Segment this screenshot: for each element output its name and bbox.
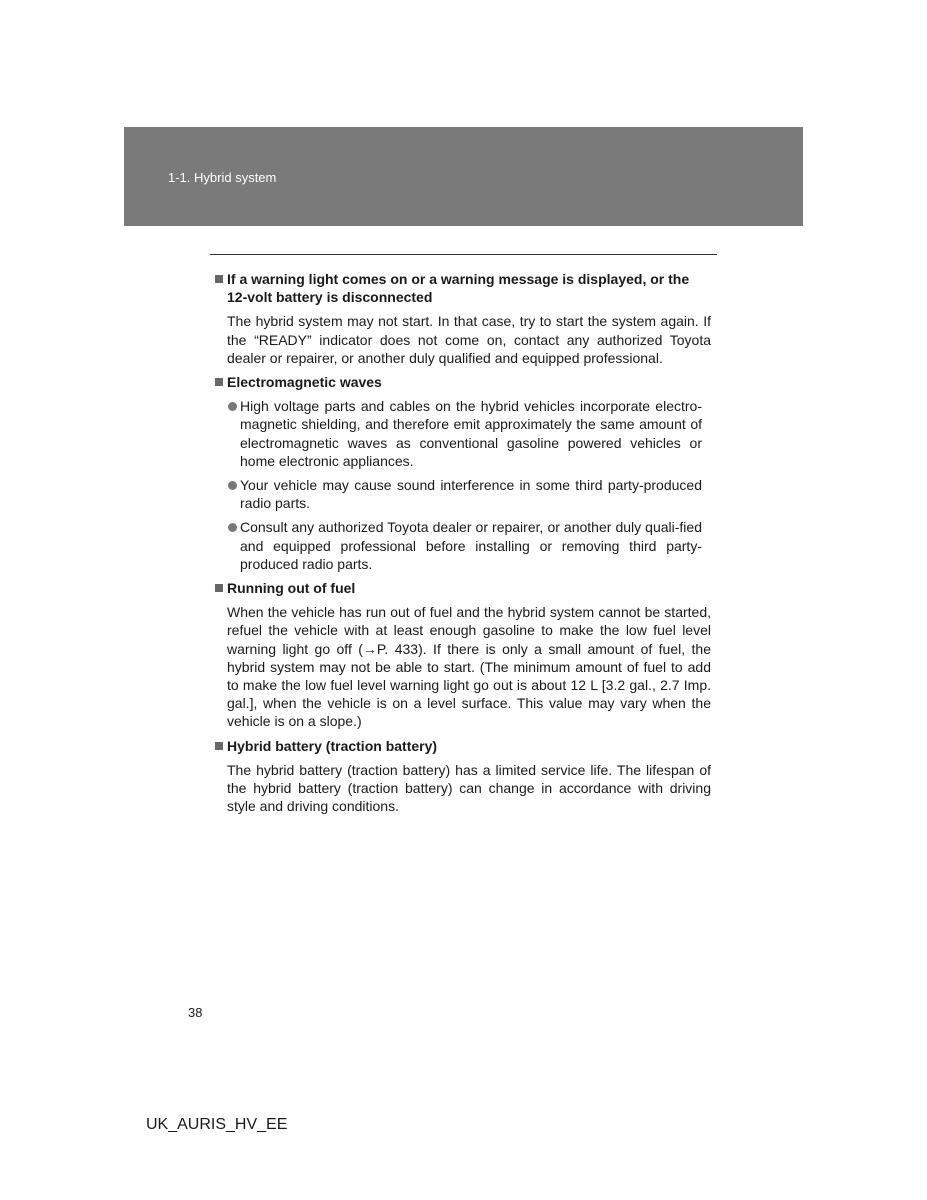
section-body: The hybrid system may not start. In that case, try to start the system again. If the “READY” indicator does not come on, contact any authorized Toyota dealer or repairer, or another duly qualified and equipped professional. (227, 313, 711, 366)
section-body: The hybrid battery (traction battery) has a limited service life. The lifespan of the hybrid battery (traction battery) can change in accordance with driving style and driving conditions. (227, 761, 711, 815)
circle-bullet-icon (228, 523, 237, 532)
heading-text: Hybrid battery (traction battery) (227, 737, 438, 754)
list-item-text: Consult any authorized Toyota dealer or repairer, or another duly quali-fied and equipped professional before installing or removing third party-produced radio parts. (240, 519, 702, 572)
heading-text: Running out of fuel (227, 580, 356, 597)
list-item (240, 476, 711, 512)
list-item (240, 518, 711, 573)
section-header-band (124, 127, 803, 226)
document-code: UK_AURIS_HV_EE (146, 1116, 288, 1133)
bullet-list (213, 397, 711, 573)
list-item (240, 397, 711, 470)
section-electromagnetic-waves (213, 373, 711, 573)
section-warning-light (213, 270, 711, 367)
circle-bullet-icon (228, 481, 237, 490)
section-running-out-of-fuel (213, 579, 711, 731)
section-title: 1-1. Hybrid system (168, 170, 277, 185)
section-heading (213, 270, 711, 306)
list-item-text: High voltage parts and cables on the hybrid vehicles incorporate electro-magnetic shielding, and therefore emit approximately the same amount of electromagnetic waves as conventional gasoline powered vehicles or home electronic appliances. (240, 398, 702, 469)
page-number: 38 (188, 1005, 203, 1020)
page-content (213, 270, 711, 821)
section-body: When the vehicle has run out of fuel and the hybrid system cannot be started, refuel the vehicle with at least enough gasoline to make the low fuel level warning light go off (→P. 433). If there is only a small amount of fuel, the hybrid system may not be able to start. (The minimum amount of fuel to add to make the low fuel level warning light go out is about 12 L [3.2 gal., 2.7 Imp. gal.], when the vehicle is on a level surface. This value may vary when the vehicle is on a slope.) (227, 604, 711, 730)
square-bullet-icon (215, 584, 223, 592)
section-heading (213, 373, 711, 391)
square-bullet-icon (215, 275, 223, 283)
square-bullet-icon (215, 742, 223, 750)
circle-bullet-icon (228, 402, 237, 411)
square-bullet-icon (215, 378, 223, 386)
section-hybrid-battery (213, 737, 711, 816)
heading-text: Electromagnetic waves (227, 374, 382, 391)
section-heading (213, 737, 711, 755)
header-divider (210, 254, 717, 255)
heading-text: If a warning light comes on or a warning message is displayed, or the 12-volt battery is disconnected (227, 271, 690, 306)
list-item-text: Your vehicle may cause sound interference in some third party-produced radio parts. (240, 477, 702, 512)
section-heading (213, 579, 711, 597)
